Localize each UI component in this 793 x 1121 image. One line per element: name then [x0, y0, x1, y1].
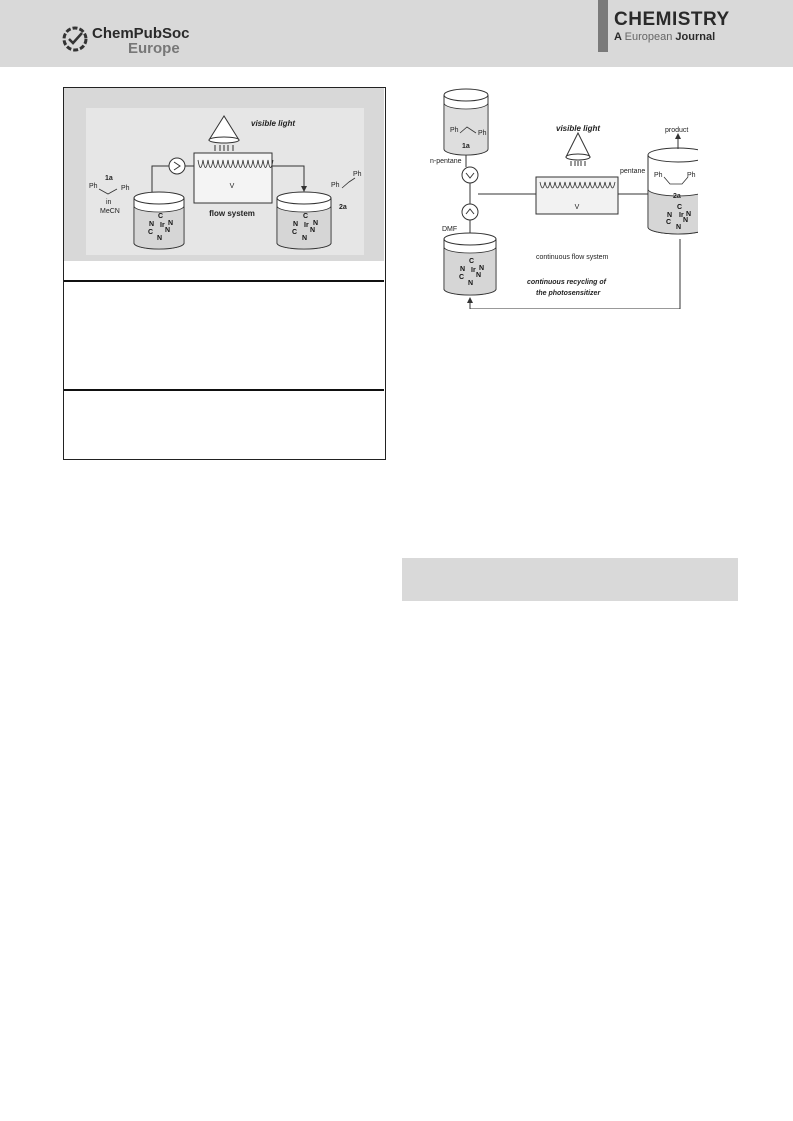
journal-sub-b: European: [624, 31, 673, 43]
svg-text:N: N: [667, 212, 673, 219]
left-v-label: V: [229, 183, 235, 190]
right-light-label: visible light: [556, 124, 601, 133]
journal-sub-a: A: [614, 31, 622, 43]
svg-text:N: N: [479, 265, 485, 272]
right-flow-diagram: [430, 87, 698, 309]
right-product-ph1: Ph: [654, 172, 663, 179]
svg-text:N: N: [683, 217, 689, 224]
left-solvent-in: in: [106, 199, 112, 206]
product-out-label: product: [665, 127, 689, 134]
svg-text:C: C: [666, 219, 672, 226]
svg-text:N: N: [157, 235, 163, 242]
svg-text:N: N: [302, 235, 308, 242]
right-product-label: 2a: [673, 193, 681, 200]
svg-text:N: N: [313, 220, 319, 227]
svg-text:N: N: [149, 221, 155, 228]
recycle-line1: continuous recycling of: [527, 279, 606, 286]
pentane-label: pentane: [620, 168, 646, 175]
left-product-label: 2a: [339, 204, 347, 211]
journal-sub-c: Journal: [675, 31, 716, 43]
product-separator-vessel: [648, 148, 698, 234]
left-figure-background: [64, 88, 384, 261]
svg-text:N: N: [468, 280, 474, 287]
right-system-label: continuous flow system: [536, 254, 609, 261]
svg-text:C: C: [303, 213, 309, 220]
svg-text:C: C: [459, 274, 465, 281]
left-reactant-ph2: Ph: [121, 185, 130, 192]
right-lamp-icon: [566, 133, 590, 166]
svg-text:Ir: Ir: [679, 212, 684, 219]
left-product-ph2: Ph: [353, 171, 362, 178]
left-flow-diagram: [64, 88, 384, 261]
svg-text:Ir: Ir: [160, 222, 165, 229]
svg-text:Ir: Ir: [471, 267, 476, 274]
svg-text:N: N: [165, 227, 171, 234]
pump2-label: DMF: [442, 226, 458, 233]
right-product-ph2: Ph: [687, 172, 696, 179]
gray-heading-band: [402, 558, 738, 601]
right-v-label: V: [574, 204, 580, 211]
svg-text:Ir: Ir: [304, 222, 309, 229]
left-system-label: flow system: [209, 209, 255, 218]
pump1-icon: [462, 167, 478, 183]
journal-subtitle: [614, 31, 715, 44]
recycle-line2: the photosensitizer: [536, 290, 601, 297]
box-divider-1: [64, 280, 384, 282]
pump1-label: n-pentane: [430, 158, 462, 165]
right-reactant-ph2: Ph: [478, 130, 487, 137]
left-solvent: MeCN: [100, 208, 120, 215]
box-divider-2: [64, 389, 384, 391]
svg-text:C: C: [677, 204, 683, 211]
publisher-name: ChemPubSoc: [92, 25, 190, 42]
svg-text:C: C: [292, 229, 298, 236]
left-pump-icon: [169, 158, 185, 174]
svg-text:N: N: [310, 227, 316, 234]
svg-text:N: N: [686, 211, 692, 218]
left-light-label: visible light: [251, 119, 296, 128]
right-reactant-label: 1a: [462, 143, 470, 150]
svg-text:N: N: [460, 266, 466, 273]
svg-text:N: N: [476, 272, 482, 279]
graphical-abstract-box: [63, 87, 386, 460]
left-reactant-ph1: Ph: [89, 183, 98, 190]
pump2-icon: [462, 204, 478, 220]
page-header: [0, 0, 793, 67]
svg-text:N: N: [168, 220, 174, 227]
svg-text:N: N: [676, 224, 682, 231]
left-reactant-label: 1a: [105, 175, 113, 182]
left-product-ph1: Ph: [331, 182, 340, 189]
svg-text:N: N: [293, 221, 299, 228]
publisher-subtitle: Europe: [128, 40, 180, 57]
right-reactant-ph1: Ph: [450, 127, 459, 134]
svg-text:C: C: [148, 229, 154, 236]
journal-accent-bar: [598, 0, 608, 52]
journal-title: CHEMISTRY: [614, 9, 730, 30]
svg-text:C: C: [158, 213, 164, 220]
svg-text:C: C: [469, 258, 475, 265]
chempubsoc-logo-icon: [62, 26, 88, 52]
